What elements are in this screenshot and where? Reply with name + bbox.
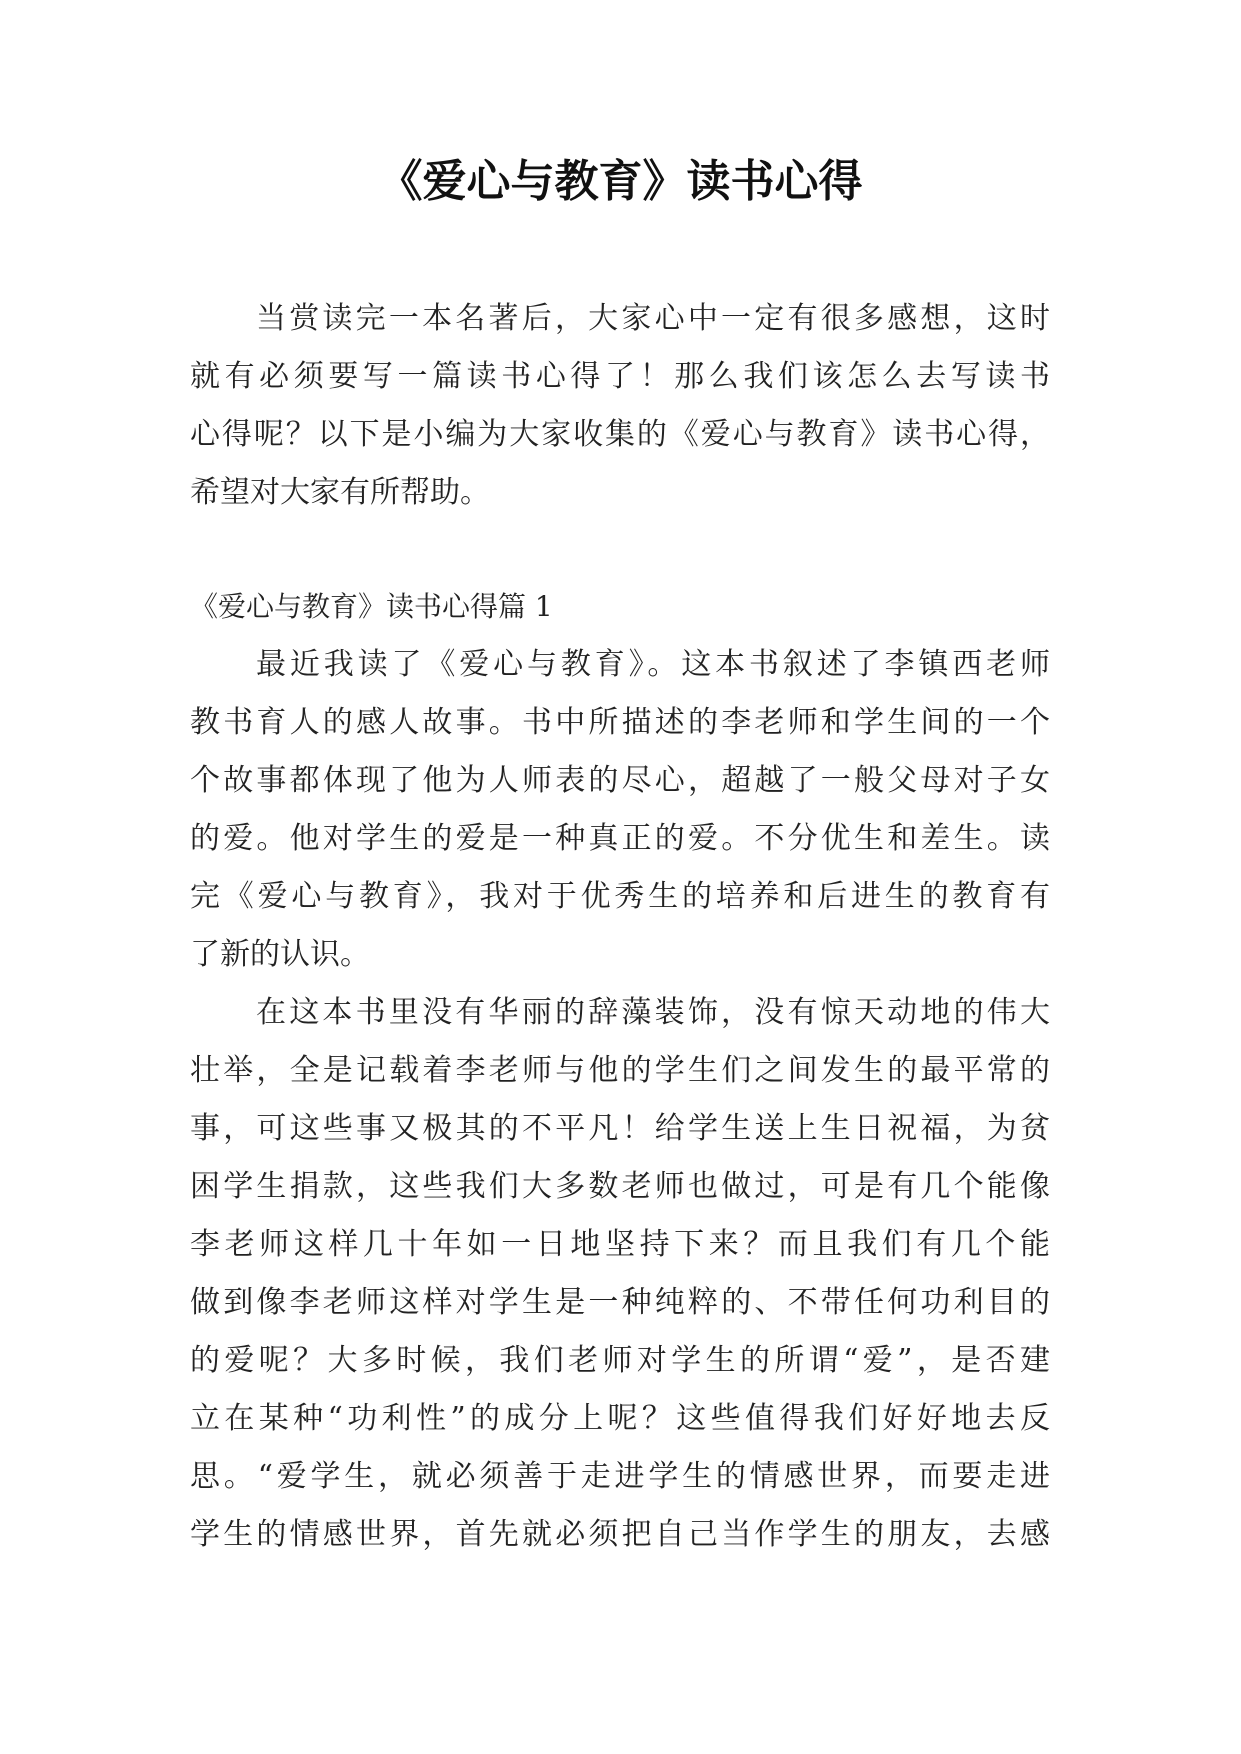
text-line: 完《爱心与教育》，我对于优秀生的培养和后进生的教育有 — [190, 879, 1050, 914]
text-line: 最近我读了《爱心与教育》。这本书叙述了李镇西老师 — [256, 647, 1050, 682]
text-line: 个故事都体现了他为人师表的尽心，超越了一般父母对子女 — [190, 763, 1050, 798]
text-line: 教书育人的感人故事。书中所描述的李老师和学生间的一个 — [190, 705, 1050, 740]
text-line: 就有必须要写一篇读书心得了！那么我们该怎么去写读书 — [190, 359, 1050, 394]
text-line: 事，可这些事又极其的不平凡！给学生送上生日祝福，为贫 — [190, 1111, 1050, 1146]
text-line: 当赏读完一本名著后，大家心中一定有很多感想，这时 — [256, 301, 1050, 336]
text-line: 壮举，全是记载着李老师与他的学生们之间发生的最平常的 — [190, 1053, 1050, 1088]
text-line: 了新的认识。 — [190, 937, 370, 972]
intro-paragraph — [190, 290, 1050, 522]
text-line: 李老师这样几十年如一日地坚持下来？而且我们有几个能 — [190, 1227, 1050, 1262]
text-line: 的爱。他对学生的爱是一种真正的爱。不分优生和差生。读 — [190, 821, 1050, 856]
document-body — [190, 290, 1050, 1564]
paragraph-spacer — [190, 522, 1050, 578]
text-line: 思。“爱学生，就必须善于走进学生的情感世界，而要走进 — [190, 1459, 1050, 1494]
text-line: 学生的情感世界，首先就必须把自己当作学生的朋友，去感 — [190, 1517, 1050, 1552]
text-line: 心得呢？以下是小编为大家收集的《爱心与教育》读书心得， — [190, 417, 1050, 452]
text-line: 做到像李老师这样对学生是一种纯粹的、不带任何功利目的 — [190, 1285, 1050, 1320]
text-line: 在这本书里没有华丽的辞藻装饰，没有惊天动地的伟大 — [256, 995, 1050, 1030]
section-heading: 《爱心与教育》读书心得篇 1 — [190, 590, 553, 623]
body-paragraph-2 — [190, 984, 1050, 1564]
text-line: 困学生捐款，这些我们大多数老师也做过，可是有几个能像 — [190, 1169, 1050, 1204]
document-title: 《爱心与教育》读书心得 — [378, 156, 863, 207]
text-line: 的爱呢？大多时候，我们老师对学生的所谓“爱”，是否建 — [190, 1343, 1050, 1378]
text-line: 立在某种“功利性”的成分上呢？这些值得我们好好地去反 — [190, 1401, 1050, 1436]
text-line: 希望对大家有所帮助。 — [190, 475, 490, 510]
body-paragraph-1 — [190, 636, 1050, 984]
